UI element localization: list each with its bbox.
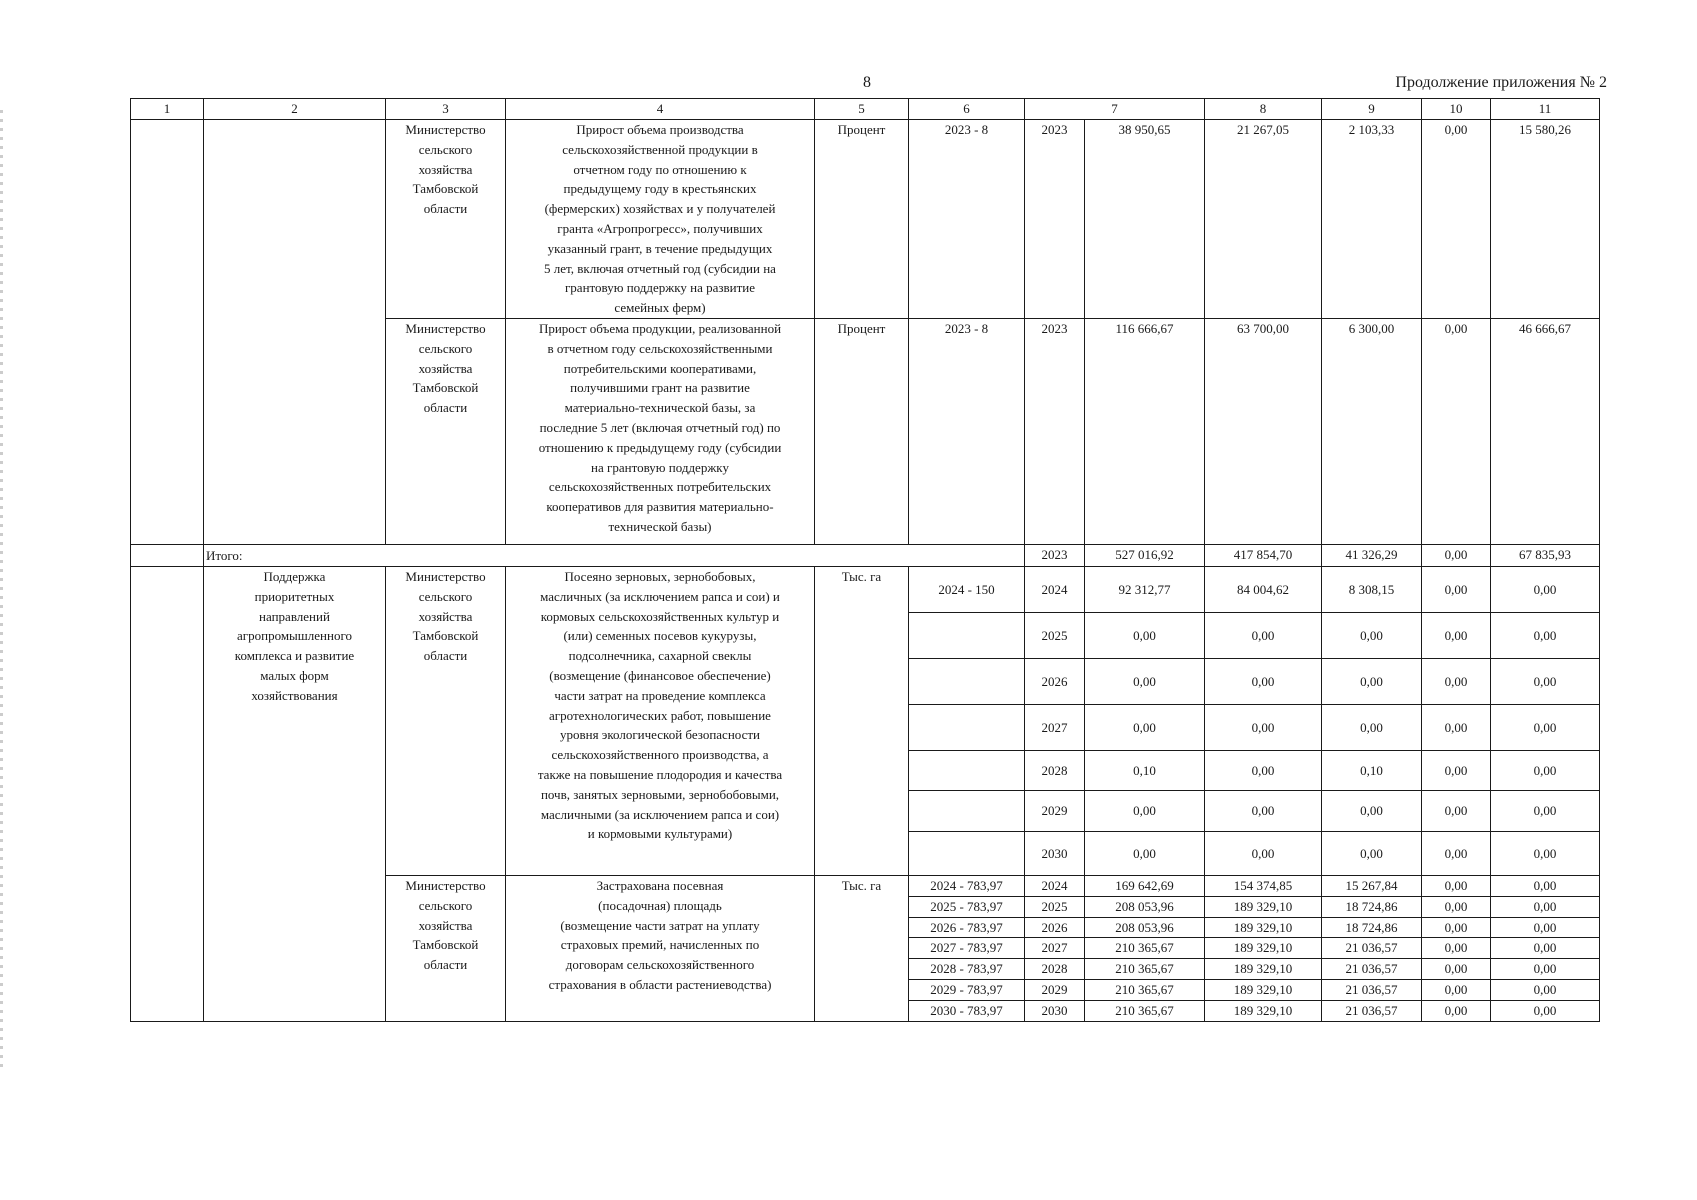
responsible-cell: Министерство сельского хозяйства Тамбовской области xyxy=(386,319,506,545)
target-cell: 2028 - 783,97 xyxy=(909,959,1025,980)
total-cell: 208 053,96 xyxy=(1085,896,1205,917)
regional-cell: 41 326,29 xyxy=(1322,545,1422,567)
target-cell xyxy=(909,659,1025,705)
local-cell: 0,00 xyxy=(1422,791,1491,832)
local-cell: 0,00 xyxy=(1422,567,1491,613)
total-cell: 0,10 xyxy=(1085,751,1205,791)
federal-cell: 0,00 xyxy=(1205,659,1322,705)
regional-cell: 0,00 xyxy=(1322,613,1422,659)
local-cell: 0,00 xyxy=(1422,938,1491,959)
regional-cell: 0,00 xyxy=(1322,705,1422,751)
header-cell: 9 xyxy=(1322,99,1422,120)
total-cell: 0,00 xyxy=(1085,791,1205,832)
federal-cell: 189 329,10 xyxy=(1205,938,1322,959)
responsible-cell: Министерство сельского хозяйства Тамбовской области xyxy=(386,876,506,1022)
regional-cell: 8 308,15 xyxy=(1322,567,1422,613)
target-cell: 2027 - 783,97 xyxy=(909,938,1025,959)
unit-cell: Тыс. га xyxy=(815,567,909,876)
table-row xyxy=(131,120,1600,319)
header-cell: 1 xyxy=(131,99,204,120)
year-cell: 2023 xyxy=(1025,545,1085,567)
header-cell: 5 xyxy=(815,99,909,120)
target-cell xyxy=(909,791,1025,832)
local-cell: 0,00 xyxy=(1422,659,1491,705)
other-cell: 0,00 xyxy=(1491,832,1600,876)
other-cell: 0,00 xyxy=(1491,659,1600,705)
year-cell: 2029 xyxy=(1025,791,1085,832)
year-cell: 2026 xyxy=(1025,917,1085,938)
indicator-cell: Прирост объема производства сельскохозяйственной продукции в отчетном году по отношению к предыдущему году в крестьянских (фермерских) хозяйствах и у получателей гранта «Агропрогресс», получивших указанный грант, в течение предыдущих 5 лет, включая отчетный год (субсидии на грантовую поддержку на развитие семейных ферм) xyxy=(506,120,815,319)
other-cell: 0,00 xyxy=(1491,938,1600,959)
regional-cell: 21 036,57 xyxy=(1322,959,1422,980)
target-cell xyxy=(909,705,1025,751)
local-cell: 0,00 xyxy=(1422,832,1491,876)
header-cell: 2 xyxy=(204,99,386,120)
federal-cell: 21 267,05 xyxy=(1205,120,1322,319)
regional-cell: 18 724,86 xyxy=(1322,917,1422,938)
unit-cell: Процент xyxy=(815,120,909,319)
local-cell: 0,00 xyxy=(1422,319,1491,545)
responsible-cell: Министерство сельского хозяйства Тамбовской области xyxy=(386,120,506,319)
indicator-cell: Застрахована посевная (посадочная) площадь (возмещение части затрат на уплату страховых премий, начисленных по договорам сельскохозяйственного страхования в области растениеводства) xyxy=(506,876,815,1022)
year-cell: 2025 xyxy=(1025,896,1085,917)
regional-cell: 0,00 xyxy=(1322,659,1422,705)
regional-cell: 0,00 xyxy=(1322,791,1422,832)
local-cell: 0,00 xyxy=(1422,120,1491,319)
federal-cell: 0,00 xyxy=(1205,832,1322,876)
total-cell: 210 365,67 xyxy=(1085,1000,1205,1021)
regional-cell: 21 036,57 xyxy=(1322,979,1422,1000)
regional-cell: 0,00 xyxy=(1322,832,1422,876)
total-cell: 208 053,96 xyxy=(1085,917,1205,938)
total-cell: 0,00 xyxy=(1085,613,1205,659)
federal-cell: 417 854,70 xyxy=(1205,545,1322,567)
cell-empty xyxy=(131,567,204,1022)
responsible-cell: Министерство сельского хозяйства Тамбовской области xyxy=(386,567,506,876)
federal-cell: 84 004,62 xyxy=(1205,567,1322,613)
other-cell: 0,00 xyxy=(1491,896,1600,917)
target-cell: 2024 - 783,97 xyxy=(909,876,1025,897)
target-cell xyxy=(909,832,1025,876)
other-cell: 0,00 xyxy=(1491,876,1600,897)
target-cell xyxy=(909,751,1025,791)
target-cell: 2029 - 783,97 xyxy=(909,979,1025,1000)
total-cell: 210 365,67 xyxy=(1085,938,1205,959)
regional-cell: 2 103,33 xyxy=(1322,120,1422,319)
federal-cell: 189 329,10 xyxy=(1205,959,1322,980)
target-cell: 2023 - 8 xyxy=(909,319,1025,545)
year-cell: 2023 xyxy=(1025,120,1085,319)
other-cell: 0,00 xyxy=(1491,979,1600,1000)
indicator-cell: Прирост объема продукции, реализованной в отчетном году сельскохозяйственными потребительскими кооперативами, получившими грант на развитие материально-технической базы, за последние 5 лет (включая отчетный год) по отношению к предыдущему году (субсидии на грантовую поддержку сельскохозяйственных потребительских кооперативов для развития материально- технической базы) xyxy=(506,319,815,545)
other-cell: 0,00 xyxy=(1491,567,1600,613)
target-cell: 2023 - 8 xyxy=(909,120,1025,319)
other-cell: 0,00 xyxy=(1491,917,1600,938)
target-cell: 2026 - 783,97 xyxy=(909,917,1025,938)
year-cell: 2030 xyxy=(1025,1000,1085,1021)
header-cell: 3 xyxy=(386,99,506,120)
year-cell: 2024 xyxy=(1025,876,1085,897)
federal-cell: 0,00 xyxy=(1205,751,1322,791)
header-row xyxy=(131,99,1600,120)
year-cell: 2029 xyxy=(1025,979,1085,1000)
year-cell: 2023 xyxy=(1025,319,1085,545)
header-cell: 11 xyxy=(1491,99,1600,120)
cell-empty xyxy=(131,319,204,545)
regional-cell: 21 036,57 xyxy=(1322,938,1422,959)
target-cell xyxy=(909,613,1025,659)
federal-cell: 189 329,10 xyxy=(1205,917,1322,938)
other-cell: 67 835,93 xyxy=(1491,545,1600,567)
local-cell: 0,00 xyxy=(1422,917,1491,938)
total-cell: 38 950,65 xyxy=(1085,120,1205,319)
local-cell: 0,00 xyxy=(1422,896,1491,917)
federal-cell: 0,00 xyxy=(1205,613,1322,659)
total-cell: 527 016,92 xyxy=(1085,545,1205,567)
year-cell: 2027 xyxy=(1025,938,1085,959)
appendix-caption: Продолжение приложения № 2 xyxy=(1395,74,1607,91)
unit-cell: Процент xyxy=(815,319,909,545)
local-cell: 0,00 xyxy=(1422,979,1491,1000)
federal-cell: 154 374,85 xyxy=(1205,876,1322,897)
itogo-label: Итого: xyxy=(204,545,1025,567)
total-cell: 0,00 xyxy=(1085,659,1205,705)
year-cell: 2024 xyxy=(1025,567,1085,613)
local-cell: 0,00 xyxy=(1422,876,1491,897)
header-cell: 8 xyxy=(1205,99,1322,120)
year-cell: 2026 xyxy=(1025,659,1085,705)
local-cell: 0,00 xyxy=(1422,613,1491,659)
federal-cell: 189 329,10 xyxy=(1205,896,1322,917)
local-cell: 0,00 xyxy=(1422,1000,1491,1021)
cell-empty xyxy=(204,120,386,319)
other-cell: 0,00 xyxy=(1491,751,1600,791)
header-cell: 7 xyxy=(1025,99,1205,120)
other-cell: 0,00 xyxy=(1491,959,1600,980)
federal-cell: 189 329,10 xyxy=(1205,979,1322,1000)
page-number: 8 xyxy=(863,74,871,91)
total-cell: 0,00 xyxy=(1085,832,1205,876)
year-cell: 2027 xyxy=(1025,705,1085,751)
total-cell: 92 312,77 xyxy=(1085,567,1205,613)
federal-cell: 0,00 xyxy=(1205,791,1322,832)
indicator-cell: Посеяно зерновых, зернобобовых, масличных (за исключением рапса и сои) и кормовых сельскохозяйственных культур и (или) семенных посевов кукурузы, подсолнечника, сахарной свеклы (возмещение (финансовое обеспечение) части затрат на проведение комплекса агротехнологических работ, повышение уровня экологической безопасности сельскохозяйственного производства, а также на повышение плодородия и качества почв, занятых зерновыми, зернобобовыми, масличными (за исключением рапса и сои) и кормовыми культурами) xyxy=(506,567,815,876)
header-cell: 10 xyxy=(1422,99,1491,120)
other-cell: 0,00 xyxy=(1491,791,1600,832)
cell-empty xyxy=(131,120,204,319)
other-cell: 0,00 xyxy=(1491,1000,1600,1021)
other-cell: 15 580,26 xyxy=(1491,120,1600,319)
other-cell: 0,00 xyxy=(1491,613,1600,659)
program-name-cell: Поддержка приоритетных направлений агропромышленного комплекса и развитие малых форм хозяйствования xyxy=(204,567,386,1022)
target-cell: 2025 - 783,97 xyxy=(909,896,1025,917)
regional-cell: 15 267,84 xyxy=(1322,876,1422,897)
scan-edge-mark xyxy=(0,110,3,1070)
header-cell: 4 xyxy=(506,99,815,120)
federal-cell: 0,00 xyxy=(1205,705,1322,751)
cell-empty xyxy=(131,545,204,567)
year-cell: 2028 xyxy=(1025,751,1085,791)
regional-cell: 6 300,00 xyxy=(1322,319,1422,545)
year-cell: 2030 xyxy=(1025,832,1085,876)
target-cell: 2030 - 783,97 xyxy=(909,1000,1025,1021)
total-cell: 116 666,67 xyxy=(1085,319,1205,545)
local-cell: 0,00 xyxy=(1422,751,1491,791)
table-row xyxy=(131,567,1600,613)
total-cell: 0,00 xyxy=(1085,705,1205,751)
regional-cell: 21 036,57 xyxy=(1322,1000,1422,1021)
total-cell: 210 365,67 xyxy=(1085,959,1205,980)
total-cell: 169 642,69 xyxy=(1085,876,1205,897)
total-row xyxy=(131,545,1600,567)
regional-cell: 0,10 xyxy=(1322,751,1422,791)
federal-cell: 189 329,10 xyxy=(1205,1000,1322,1021)
local-cell: 0,00 xyxy=(1422,959,1491,980)
header-cell: 6 xyxy=(909,99,1025,120)
unit-cell: Тыс. га xyxy=(815,876,909,1022)
indicators-table xyxy=(130,98,1600,1022)
federal-cell: 63 700,00 xyxy=(1205,319,1322,545)
local-cell: 0,00 xyxy=(1422,545,1491,567)
table-row xyxy=(131,319,1600,545)
target-cell: 2024 - 150 xyxy=(909,567,1025,613)
year-cell: 2028 xyxy=(1025,959,1085,980)
local-cell: 0,00 xyxy=(1422,705,1491,751)
total-cell: 210 365,67 xyxy=(1085,979,1205,1000)
regional-cell: 18 724,86 xyxy=(1322,896,1422,917)
cell-empty xyxy=(204,319,386,545)
other-cell: 0,00 xyxy=(1491,705,1600,751)
year-cell: 2025 xyxy=(1025,613,1085,659)
other-cell: 46 666,67 xyxy=(1491,319,1600,545)
